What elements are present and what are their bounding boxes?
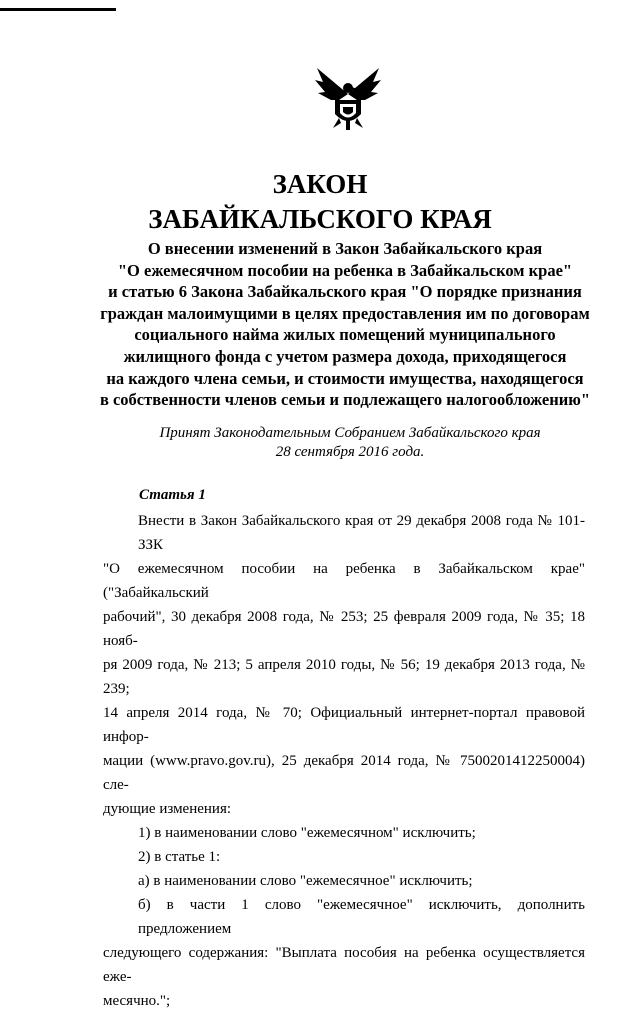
eagle-coat-of-arms-icon xyxy=(313,62,383,132)
paragraph-line: ря 2009 года, № 213; 5 апреля 2010 годы, № 56; 19 декабря 2013 года, № 239; xyxy=(103,657,585,697)
list-item: 2) в статье 1: xyxy=(138,849,221,865)
law-subtitle xyxy=(60,238,630,411)
paragraph-line: месячно."; xyxy=(103,993,171,1009)
paragraph-line: "О ежемесячном пособии на ребенка в Забайкальском крае" ("Забайкальский xyxy=(103,561,585,601)
paragraph-line: Внести в Закон Забайкальского края от 29 декабря 2008 года № 101-ЗЗК xyxy=(138,513,585,553)
document-title: ЗАКОН xyxy=(272,169,368,199)
article-body xyxy=(103,509,585,1013)
paragraph-line: следующего содержания: "Выплата пособия на ребенка осуществляется еже- xyxy=(103,945,585,985)
adoption-date: 28 сентября 2016 года. xyxy=(275,444,425,460)
paragraph-line: 14 апреля 2014 года, № 70; Официальный интернет-портал правовой инфор- xyxy=(103,705,585,745)
subtitle-line: в собственности членов семьи и подлежащего налогообложению" xyxy=(99,390,591,410)
subtitle-line: О внесении изменений в Закон Забайкальского края xyxy=(147,239,543,258)
top-border-rule xyxy=(0,8,116,11)
subtitle-line: граждан малоимущими в целях предоставления им по договорам xyxy=(100,303,590,323)
document-title-region: ЗАБАЙКАЛЬСКОГО КРАЯ xyxy=(148,204,492,234)
adoption-note xyxy=(100,424,600,462)
article-heading: Статья 1 xyxy=(139,487,206,503)
subtitle-line: и статью 6 Закона Забайкальского края "О порядке признания xyxy=(108,282,582,302)
subtitle-line: "О ежемесячном пособии на ребенка в Забайкальском крае" xyxy=(117,260,573,280)
subtitle-line: на каждого члена семьи, и стоимости имущества, находящегося xyxy=(106,368,584,388)
list-item: а) в наименовании слово "ежемесячное" исключить; xyxy=(138,873,473,889)
list-item: б) в части 1 слово "ежемесячное" исключить, дополнить предложением xyxy=(138,897,585,937)
subtitle-line: жилищного фонда с учетом размера дохода, приходящегося xyxy=(123,346,567,366)
adoption-line: Принят Законодательным Собранием Забайкальского края xyxy=(159,425,541,441)
paragraph-line: рабочий", 30 декабря 2008 года, № 253; 25 февраля 2009 года, № 35; 18 нояб- xyxy=(103,609,585,649)
paragraph-line: дующие изменения: xyxy=(103,801,232,817)
paragraph-line: мации (www.pravo.gov.ru), 25 декабря 2014 года, № 7500201412250004) сле- xyxy=(103,753,585,793)
subtitle-line: социального найма жилых помещений муниципального xyxy=(134,325,556,345)
list-item: 1) в наименовании слово "ежемесячном" исключить; xyxy=(138,825,476,841)
